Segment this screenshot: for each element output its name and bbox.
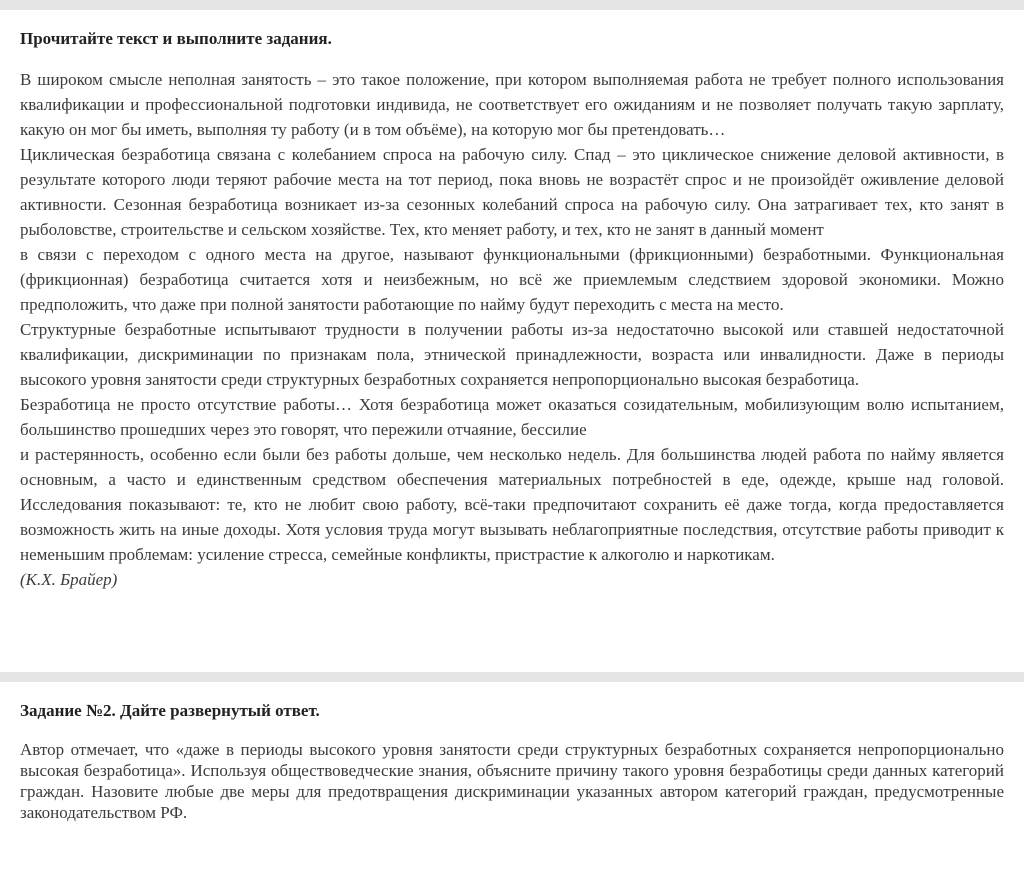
section-divider (0, 672, 1024, 682)
reading-instruction-heading: Прочитайте текст и выполните задания. (20, 29, 332, 48)
top-divider (0, 0, 1024, 10)
paragraph-cyclical-unemployment: Циклическая безработица связана с колебанием спроса на рабочую силу. Спад – это циклическое снижение деловой активности, в результате которого люди теряют рабочие места на тот период, пока вновь не возрастёт спрос и не произойдёт оживление деловой активности. Сезонная безработица возникает из-за сезонных колебаний спроса на рабочую силу. Она затрагивает тех, кто занят в рыболовстве, строительстве и сельском хозяйстве. Тех, кто меняет работу, и тех, кто не занят в данный момент (20, 145, 1004, 239)
reading-text (20, 67, 1004, 592)
paragraph-effects-part2: и растерянность, особенно если были без работы дольше, чем несколько недель. Для большинства людей работа по найму является основным, а часто и единственным средством обеспечения материальных потребностей в еде, одежде, крыше над головой. Исследования показывают: те, кто не любит свою работу, всё-таки предпочитают сохранить её даже тогда, когда предоставляется возможность жить на иные доходы. Хотя условия труда могут вызывать неблагоприятные последствия, отсутствие работы приводит к неменьшим проблемам: усиление стресса, семейные конфликты, пристрастие к алкоголю и наркотикам. (20, 445, 1004, 564)
paragraph-underemployment: В широком смысле неполная занятость – это такое положение, при котором выполняемая работа не требует полного использования квалификации и профессиональной подготовки индивида, не соответствует его ожиданиям и не позволяет получать такую зарплату, какую он мог бы иметь, выполняя ту работу (и в том объёме), на которую мог бы претендовать… (20, 70, 1004, 139)
paragraph-structural-unemployment: Структурные безработные испытывают трудности в получении работы из-за недостаточно высокой или ставшей недостаточной квалификации, дискриминации по признакам пола, этнической принадлежности, возраста или инвалидности. Даже в периоды высокого уровня занятости среди структурных безработных сохраняется непропорционально высокая безработица. (20, 320, 1004, 389)
task-heading: Задание №2. Дайте развернутый ответ. (20, 701, 320, 720)
task-card (0, 682, 1024, 823)
paragraph-frictional-unemployment: в связи с переходом с одного места на другое, называют функциональными (фрикционными) безработными. Функциональная (фрикционная) безработица считается хотя и неизбежным, но всё же приемлемым следствием здоровой экономики. Можно предположить, что даже при полной занятости работающие по найму будут переходить с места на место. (20, 245, 1004, 314)
task-text: Автор отмечает, что «даже в периоды высокого уровня занятости среди структурных безработных сохраняется непропорционально высокая безработица». Используя обществоведческие знания, объясните причину такого уровня безработицы среди данных категорий граждан. Назовите любые две меры для предотвращения дискриминации указанных автором категорий граждан, предусмотренные законодательством РФ. (20, 740, 1004, 822)
reading-text-card (0, 10, 1024, 672)
paragraph-effects-part1: Безработица не просто отсутствие работы… Хотя безработица может оказаться созидательным, мобилизующим волю испытанием, большинство прошедших через это говорят, что пережили отчаяние, бессилие (20, 395, 1004, 439)
author-attribution: (К.Х. Брайер) (20, 570, 118, 589)
